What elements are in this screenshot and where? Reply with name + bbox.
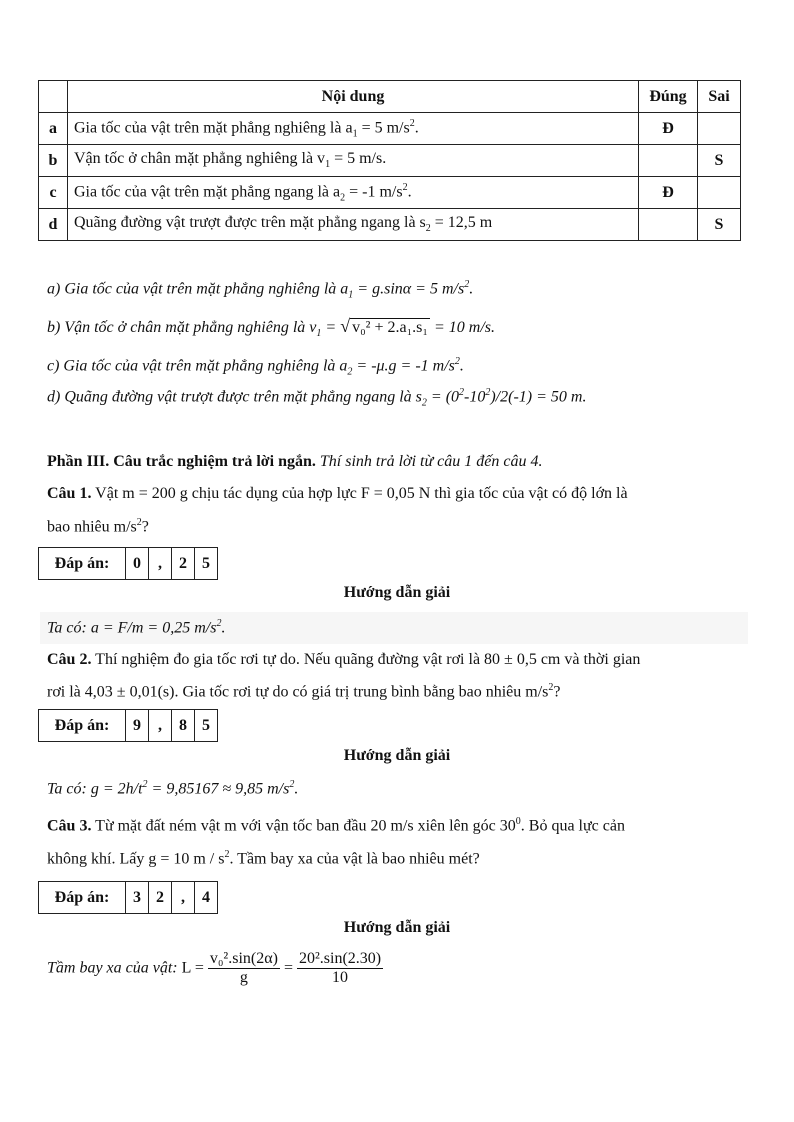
row-label: b (39, 145, 68, 177)
q1-line2: bao nhiêu $m/s^2$? (47, 517, 149, 536)
q2-line1: Câu 2. Thí nghiệm đo gia tốc rơi tự do. Nếu quãng đường vật rơi là 80 ± 0,5 cm và thời gian (47, 651, 641, 668)
row-false-mark (698, 113, 741, 145)
row-true-mark: Đ (639, 177, 698, 209)
answer-digit: 2 (172, 548, 195, 580)
row-true-mark (639, 209, 698, 241)
q3-solution: Tầm bay xa của vật: L = $\frac{\text{v₀².sin(2α)}}{g}$ = $\frac{\text{20².sin(2.30)}}{10}$ (47, 950, 382, 986)
answer-digit: , (149, 548, 172, 580)
part3-heading: Phần III. Câu trắc nghiệm trả lời ngắn. Thí sinh trả lời từ câu 1 đến câu 4. (47, 453, 543, 470)
row-true-mark (639, 145, 698, 177)
fraction: $\frac{\text{v₀².sin(2α)}}{g}$ (209, 950, 278, 986)
q1-solution: Ta có: a = F/m = 0,25 $m/s^2$. (47, 618, 226, 637)
answer-digit: , (172, 882, 195, 914)
header-blank (39, 81, 68, 113)
row-false-mark: S (698, 145, 741, 177)
answer-digit: 0 (126, 548, 149, 580)
q3-answer-table (38, 881, 218, 914)
row-false-mark (698, 177, 741, 209)
q2-line2: rơi là 4,03 ± 0,01(s). Gia tốc rơi tự do có giá trị trung bình bằng bao nhiêu $m/s^2$? (47, 682, 561, 701)
q2-answer-table (38, 709, 218, 742)
guide-title: Hướng dẫn giải (343, 747, 451, 764)
answer-digit: 5 (195, 548, 218, 580)
q3-line2: không khí. Lấy g = 10 m / $s^2$. Tầm bay xa của vật là bao nhiêu mét? (47, 849, 480, 868)
row-true-mark: Đ (639, 113, 698, 145)
true-false-table (38, 80, 741, 241)
row-false-mark: S (698, 209, 741, 241)
answer-digit: 5 (195, 710, 218, 742)
explanation-c: c) Gia tốc của vật trên mặt phẳng nghiêng là $a_2 = -\mu.g = -1$ $m/s^2$. (47, 356, 464, 378)
header-false: Sai (698, 81, 741, 113)
answer-digit: 2 (149, 882, 172, 914)
table-row (39, 177, 741, 209)
header-true: Đúng (639, 81, 698, 113)
q1-answer-table (38, 547, 218, 580)
guide-title: Hướng dẫn giải (343, 919, 451, 936)
explanation-b: b) Vận tốc ở chân mặt phẳng nghiêng là $v_1$ = √ v₀² + 2.a₁.s₁ = 10 m/s. (47, 316, 495, 340)
table-row (39, 209, 741, 241)
explanation-d: d) Quãng đường vật trượt được trên mặt phẳng ngang là $s_2 = (0^2-10^2)/2(-1) = 50$ m. (47, 387, 587, 409)
guide-title: Hướng dẫn giải (343, 584, 451, 601)
answer-label: Đáp án: (39, 710, 126, 742)
table-row (39, 145, 741, 177)
answer-digit: 3 (126, 882, 149, 914)
answer-digit: 8 (172, 710, 195, 742)
q2-solution: Ta có: $g = 2h/t^2 = 9,85167 \approx 9,85$ $m/s^2$. (47, 779, 299, 798)
answer-digit: 9 (126, 710, 149, 742)
answer-label: Đáp án: (39, 548, 126, 580)
answer-digit: 4 (195, 882, 218, 914)
q1-line1: Câu 1. Vật m = 200 g chịu tác dụng của hợp lực F = 0,05 N thì gia tốc của vật có độ lớn là (47, 485, 628, 502)
header-content: Nội dung (68, 81, 639, 113)
row-content: Gia tốc của vật trên mặt phẳng nghiêng là $a_1 = 5$ $m/s^2$. (68, 113, 639, 145)
row-content: Gia tốc của vật trên mặt phẳng ngang là $a_2 = -1$ $m/s^2$. (68, 177, 639, 209)
row-content: Vận tốc ở chân mặt phẳng nghiêng là $v_1 = 5$ m/s. (68, 145, 639, 177)
row-content: Quãng đường vật trượt được trên mặt phẳng ngang là $s_2 = 12,5$ m (68, 209, 639, 241)
answer-label: Đáp án: (39, 882, 126, 914)
row-label: c (39, 177, 68, 209)
q3-line1: Câu 3. Từ mặt đất ném vật m với vận tốc ban đầu 20 m/s xiên lên góc $30^0$. Bỏ qua lực cản (47, 816, 625, 835)
row-label: d (39, 209, 68, 241)
table-row (39, 113, 741, 145)
explanation-a: a) Gia tốc của vật trên mặt phẳng nghiêng là $a_1 = g.\sin\alpha = 5$ $m/s^2$. (47, 279, 474, 301)
table-header-row (39, 81, 741, 113)
answer-digit: , (149, 710, 172, 742)
row-label: a (39, 113, 68, 145)
fraction: $\frac{\text{20².sin(2.30)}}{10}$ (298, 950, 382, 986)
sqrt-expression: v₀² + 2.a₁.s₁ (352, 319, 428, 336)
